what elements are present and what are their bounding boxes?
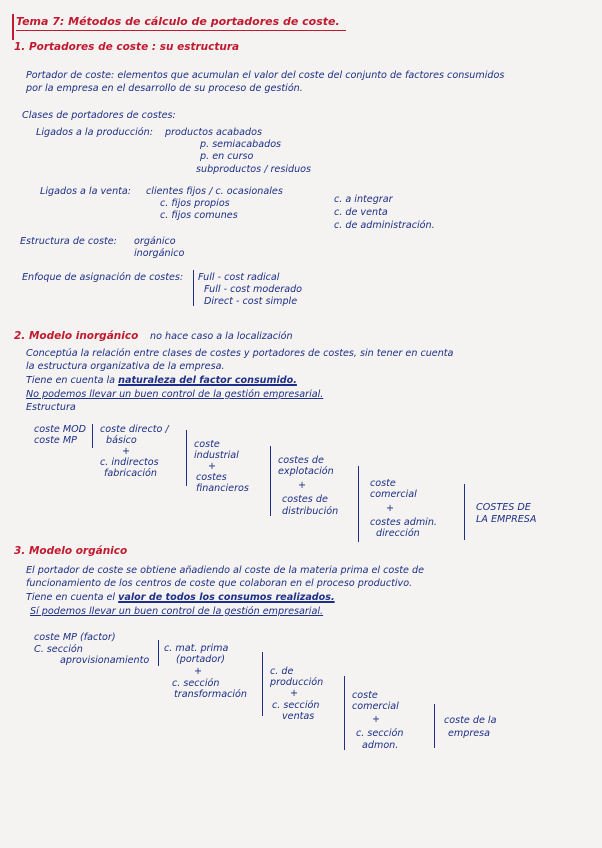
section3-value-line	[26, 592, 335, 603]
production-item: subproductos / residuos	[196, 164, 312, 175]
diagram2-b2: coste	[194, 439, 220, 450]
page-title: Tema 7: Métodos de cálculo de portadores de coste.	[16, 15, 340, 28]
classes-label: Clases de portadores de costes:	[22, 110, 176, 121]
diagram3-b1: (portador)	[176, 654, 225, 665]
diagram2-b3: +	[298, 480, 307, 491]
brace	[464, 484, 465, 540]
section2-line: la estructura organizativa de la empresa.	[26, 361, 225, 372]
diagram3-b1: c. mat. prima	[164, 643, 229, 654]
diagram3-b4: coste de la	[444, 715, 497, 726]
brace	[270, 446, 271, 516]
diagram3-start: coste MP (factor)	[34, 632, 116, 643]
diagram3-start: C. sección	[34, 644, 83, 655]
structure-item: orgánico	[134, 236, 176, 247]
diagram2-b2: +	[208, 461, 217, 472]
diagram2-start: coste MOD	[34, 424, 87, 435]
brace	[92, 424, 93, 448]
diagram3-b2: ventas	[282, 711, 315, 722]
section1-definition-1: Portador de coste: elementos que acumulan el valor del coste del conjunto de factores consumidos	[26, 70, 505, 81]
diagram2-b3: distribución	[282, 506, 339, 517]
diagram3-b3: c. sección	[356, 728, 404, 739]
diagram2-b3: explotación	[278, 466, 334, 477]
diagram2-b5: LA EMPRESA	[476, 514, 537, 525]
diagram2-b2: costes	[196, 472, 227, 483]
diagram3-b2: c. sección	[272, 700, 320, 711]
other-item: c. a integrar	[334, 194, 393, 205]
assignment-item: Direct - cost simple	[204, 296, 298, 307]
diagram2-b1: coste directo /	[100, 424, 169, 435]
diagram2-b4: coste	[370, 478, 396, 489]
diagram3-b4: empresa	[448, 728, 491, 739]
section3-heading: 3. Modelo orgánico	[14, 545, 128, 557]
diagram2-b4: dirección	[376, 528, 420, 539]
diagram3-b3: admon.	[362, 740, 399, 751]
section2-heading: 2. Modelo inorgánico	[14, 330, 139, 342]
production-label: Ligados a la producción:	[36, 127, 153, 138]
brace	[358, 466, 359, 542]
diagram2-b3: costes de	[278, 455, 324, 466]
section1-definition-2: por la empresa en el desarrollo de su proceso de gestión.	[26, 83, 303, 94]
assignment-item: Full - cost moderado	[204, 284, 303, 295]
diagram2-b2: financieros	[196, 483, 249, 494]
diagram2-b1: c. indirectos	[100, 457, 159, 468]
production-item: p. en curso	[200, 151, 254, 162]
diagram2-b4: costes admin.	[370, 517, 437, 528]
section2-control-line: No podemos llevar un buen control de la gestión empresarial.	[26, 389, 324, 400]
diagram3-b3: comercial	[352, 701, 399, 712]
section1-heading: 1. Portadores de coste : su estructura	[14, 41, 240, 53]
section2-structure-label: Estructura	[26, 402, 76, 413]
diagram3-start: aprovisionamiento	[60, 655, 150, 666]
title-underline	[16, 30, 346, 31]
assignment-item: Full - cost radical	[198, 272, 280, 283]
production-item: productos acabados	[165, 127, 262, 138]
nature-emphasis: naturaleza del factor consumido.	[118, 375, 297, 386]
diagram3-b2: producción	[270, 677, 324, 688]
sales-item: clientes fijos / c. ocasionales	[146, 186, 283, 197]
sales-item: c. fijos propios	[160, 198, 230, 209]
diagram3-b2: +	[290, 688, 299, 699]
brace	[434, 704, 435, 748]
brace	[262, 652, 263, 716]
diagram2-b2: industrial	[194, 450, 239, 461]
brace	[193, 270, 194, 306]
diagram3-b3: +	[372, 714, 381, 725]
production-item: p. semiacabados	[200, 139, 282, 150]
section2-line: Conceptúa la relación entre clases de costes y portadores de costes, sin tener en cuenta	[26, 348, 454, 359]
margin-mark	[12, 14, 14, 40]
other-item: c. de administración.	[334, 220, 435, 231]
section2-heading-note: no hace caso a la localización	[150, 331, 293, 342]
diagram2-b4: comercial	[370, 489, 417, 500]
section3-control-line: Sí podemos llevar un buen control de la gestión empresarial.	[30, 606, 324, 617]
brace	[186, 430, 187, 486]
diagram2-b1: +	[122, 446, 131, 457]
diagram3-b1: transformación	[174, 689, 247, 700]
diagram3-b1: +	[194, 666, 203, 677]
diagram2-b5: COSTES DE	[476, 502, 531, 513]
diagram2-b1: fabricación	[104, 468, 157, 479]
diagram3-b1: c. sección	[172, 678, 220, 689]
value-prefix: Tiene en cuenta el	[26, 592, 116, 603]
other-item: c. de venta	[334, 207, 388, 218]
brace	[158, 640, 159, 666]
structure-label: Estructura de coste:	[20, 236, 117, 247]
diagram3-b3: coste	[352, 690, 378, 701]
diagram2-b3: costes de	[282, 494, 328, 505]
structure-item: inorgánico	[134, 248, 185, 259]
brace	[344, 676, 345, 750]
section2-nature-line	[26, 375, 297, 386]
sales-label: Ligados a la venta:	[40, 186, 132, 197]
diagram2-b1: básico	[106, 435, 137, 446]
diagram3-b2: c. de	[270, 666, 294, 677]
diagram2-b4: +	[386, 503, 395, 514]
sales-item: c. fijos comunes	[160, 210, 238, 221]
nature-prefix: Tiene en cuenta la	[26, 375, 116, 386]
section3-line: El portador de coste se obtiene añadiendo al coste de la materia prima el coste de	[26, 565, 424, 576]
section3-line: funcionamiento de los centros de coste que colaboran en el proceso productivo.	[26, 578, 413, 589]
value-emphasis: valor de todos los consumos realizados.	[118, 592, 335, 603]
diagram2-start: coste MP	[34, 435, 77, 446]
assignment-label: Enfoque de asignación de costes:	[22, 272, 184, 283]
